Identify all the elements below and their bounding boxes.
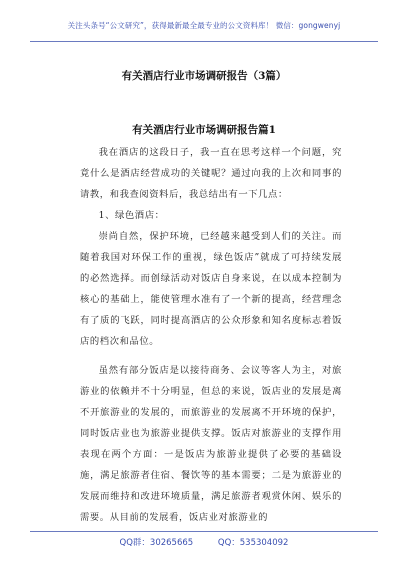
header-divider bbox=[30, 41, 378, 42]
body-paragraph: 崇尚自然，保护环境，已经越来越受到人们的关注。而随着我国对环保工作的重视，绿色饭店”就成了可持续发展的必然选择。而创绿活动对饭店自身来说，在以成本控制为核心的基础上，能使管理水准有了一个新的提高，经营理念有了质的飞跃，同时提高酒店的公众形象和知名度标志着饭店的档次和品位。 bbox=[80, 231, 342, 347]
footer-divider bbox=[30, 531, 378, 532]
section-title: 有关酒店行业市场调研报告篇1 bbox=[132, 124, 276, 136]
document-body bbox=[80, 142, 342, 528]
footer-contacts bbox=[0, 536, 408, 548]
body-paragraph: 1、绿色酒店： bbox=[98, 210, 165, 221]
footer-qq-group: QQ群：30265665 bbox=[119, 538, 194, 548]
document-title: 有关酒店行业市场调研报告（3篇） bbox=[121, 70, 287, 82]
body-paragraph: 虽然有部分饭店是以接待商务、会议等客人为主，对旅游业的依赖并不十分明显，但总的来说，饭店业的发展是离不开旅游业的发展的，而旅游业的发展离不开环境的保护，同时饭店业也为旅游业提供支撑。饭店对旅游业的支撑作用表现在两个方面：一是饭店为旅游业提供了必要的基础设施，满足旅游者住宿、餐饮等的基本需要；二是为旅游业的发展而维持和改进环境质量，满足旅游者观赏休闲、娱乐的需要。从目前的发展看，饭店业对旅游业的 bbox=[80, 365, 342, 523]
header-promo-text: 关注头条号“公文研究”，获得最新最全最专业的公文资料库！ 微信：gongwenyj bbox=[67, 21, 341, 30]
footer-qq: QQ：535304092 bbox=[217, 538, 289, 548]
body-paragraph: 我在酒店的这段日子，我一直在思考这样一个问题，究竟什么是酒店经营成功的关键呢？通过向我的上次和同事的请教，和我查阅资料后，我总结出有一下几点： bbox=[80, 147, 342, 200]
